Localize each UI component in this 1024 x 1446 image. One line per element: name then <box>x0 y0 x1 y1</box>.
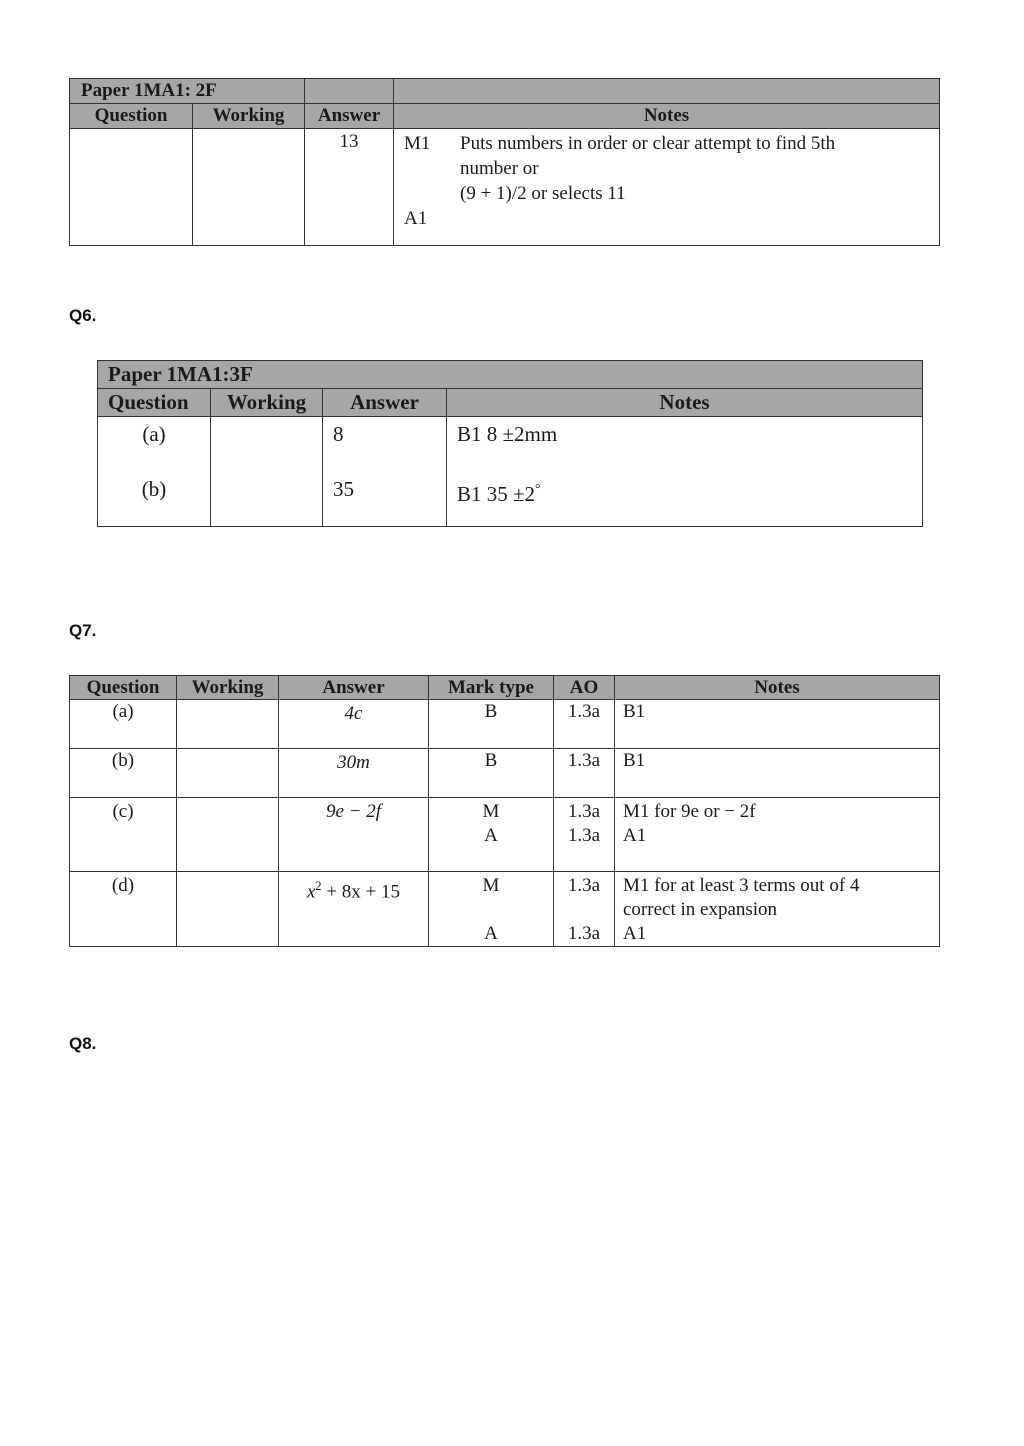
ao-cell: 1.3a 1.3a <box>554 798 615 872</box>
header-ao: AO <box>554 676 615 700</box>
table-row <box>70 700 940 749</box>
mark-scheme-table-2f <box>69 78 940 246</box>
mark-code: M1 <box>404 133 431 154</box>
notes-cell: B1 <box>615 700 940 749</box>
notes-b: B1 35 ±2° <box>457 481 541 506</box>
header-answer: Answer <box>305 104 394 129</box>
answer-a: 8 <box>333 422 344 446</box>
mark-code: A1 <box>404 208 428 229</box>
paper-title-row <box>70 79 940 104</box>
working-cell <box>177 798 279 872</box>
mark-type-cell: M A <box>429 872 554 947</box>
header-working: Working <box>211 389 323 417</box>
degree-symbol: ° <box>535 481 541 496</box>
working-cell <box>211 417 323 527</box>
answer-cell: 30m <box>279 749 429 798</box>
header-question: Question <box>70 104 193 129</box>
paper-title: Paper 1MA1:3F <box>98 361 923 389</box>
header-row <box>98 389 923 417</box>
paper-title-row <box>98 361 923 389</box>
notes-cell: M1 for at least 3 terms out of 4 correct in expansion A1 <box>615 872 940 947</box>
question-label-q7: Q7. <box>69 621 97 640</box>
table-row <box>70 129 940 246</box>
question-label-q6: Q6. <box>69 306 97 325</box>
table-row <box>70 798 940 872</box>
question-part-b: (b) <box>141 477 167 501</box>
header-question: Question <box>98 389 211 417</box>
notes-cell <box>394 129 940 246</box>
question-cell <box>98 417 211 527</box>
note-line: Puts numbers in order or clear attempt to find 5th <box>460 133 836 154</box>
note-line: number or <box>460 158 539 179</box>
header-answer: Answer <box>323 389 447 417</box>
working-cell <box>193 129 305 246</box>
mark-row <box>404 206 939 231</box>
mark-scheme-table-3f <box>97 360 923 527</box>
mark-row <box>404 131 939 206</box>
table-row <box>70 749 940 798</box>
header-row <box>70 676 940 700</box>
header-row <box>70 104 940 129</box>
working-cell <box>177 749 279 798</box>
answer-cell: 4c <box>279 700 429 749</box>
ao-cell: 1.3a <box>554 700 615 749</box>
mark-type-cell: M A <box>429 798 554 872</box>
notes-cell: M1 for 9e or − 2f A1 <box>615 798 940 872</box>
answer-cell <box>323 417 447 527</box>
notes-cell <box>447 417 923 527</box>
table-row <box>98 417 923 527</box>
working-cell <box>177 872 279 947</box>
working-cell <box>177 700 279 749</box>
question-cell: (d) <box>70 872 177 947</box>
ao-cell: 1.3a 1.3a <box>554 872 615 947</box>
notes-cell: B1 <box>615 749 940 798</box>
header-question: Question <box>70 676 177 700</box>
question-part-a: (a) <box>142 422 166 446</box>
note-line: (9 + 1)/2 or selects 11 <box>460 183 626 204</box>
header-notes: Notes <box>615 676 940 700</box>
table-row <box>70 872 940 947</box>
answer-b: 35 <box>333 477 354 501</box>
question-cell: (b) <box>70 749 177 798</box>
answer-cell: $x^2 + 8x + 15$ <box>279 872 429 947</box>
mark-type-cell: B <box>429 700 554 749</box>
ao-cell: 1.3a <box>554 749 615 798</box>
header-notes: Notes <box>394 104 940 129</box>
question-cell <box>70 129 193 246</box>
mark-type-cell: B <box>429 749 554 798</box>
question-label-q8: Q8. <box>69 1034 97 1053</box>
header-mark-type: Mark type <box>429 676 554 700</box>
paper-title: Paper 1MA1: 2F <box>70 79 305 104</box>
question-cell: (c) <box>70 798 177 872</box>
answer-cell: 9e − 2f <box>279 798 429 872</box>
mark-scheme-table-q7 <box>69 675 940 947</box>
notes-a: B1 8 ±2mm <box>457 422 558 446</box>
header-working: Working <box>193 104 305 129</box>
header-answer: Answer <box>279 676 429 700</box>
header-notes: Notes <box>447 389 923 417</box>
header-working: Working <box>177 676 279 700</box>
answer-cell: 13 <box>305 129 394 246</box>
question-cell: (a) <box>70 700 177 749</box>
